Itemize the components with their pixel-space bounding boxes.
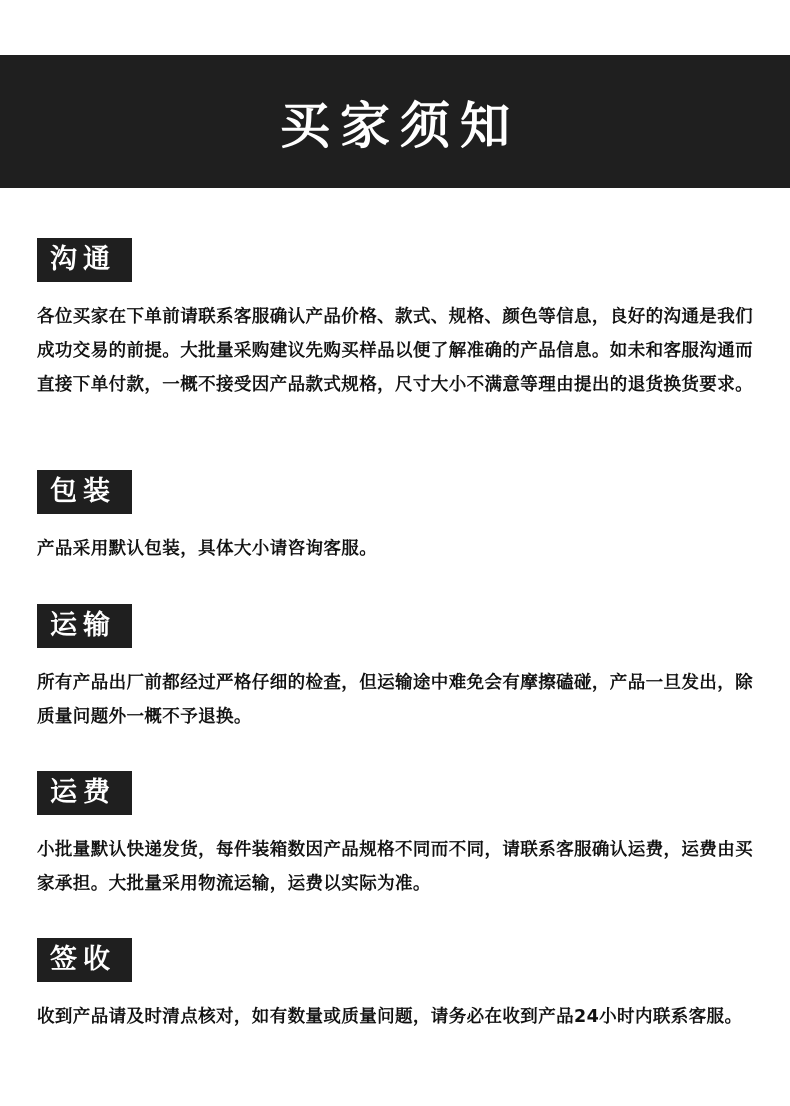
section-freight	[37, 771, 757, 901]
title-banner	[0, 55, 790, 188]
section-packaging	[37, 470, 757, 566]
section-text: 收到产品请及时清点核对，如有数量或质量问题，请务必在收到产品24小时内联系客服。	[37, 1007, 743, 1027]
section-text: 各位买家在下单前请联系客服确认产品价格、款式、规格、颜色等信息，良好的沟通是我们成功交易的前提。大批量采购建议先购买样品以便了解准确的产品信息。如未和客服沟通而直接下单付款，一概不接受因产品款式规格，尺寸大小不满意等理由提出的退货换货要求。	[37, 307, 753, 395]
section-heading: 运输	[37, 604, 132, 648]
section-shipping	[37, 604, 757, 734]
section-text: 所有产品出厂前都经过严格仔细的检查，但运输途中难免会有摩擦磕碰，产品一旦发出，除质量问题外一概不予退换。	[37, 673, 753, 727]
section-heading: 签收	[37, 938, 132, 982]
section-heading: 包装	[37, 470, 132, 514]
section-heading: 沟通	[37, 238, 132, 282]
section-heading: 运费	[37, 771, 132, 815]
section-communication	[37, 238, 757, 402]
section-text: 小批量默认快递发货，每件装箱数因产品规格不同而不同，请联系客服确认运费，运费由买家承担。大批量采用物流运输，运费以实际为准。	[37, 840, 753, 894]
page-title: 买家须知	[280, 96, 520, 155]
section-text: 产品采用默认包装，具体大小请咨询客服。	[37, 539, 378, 559]
section-receipt	[37, 938, 757, 1034]
